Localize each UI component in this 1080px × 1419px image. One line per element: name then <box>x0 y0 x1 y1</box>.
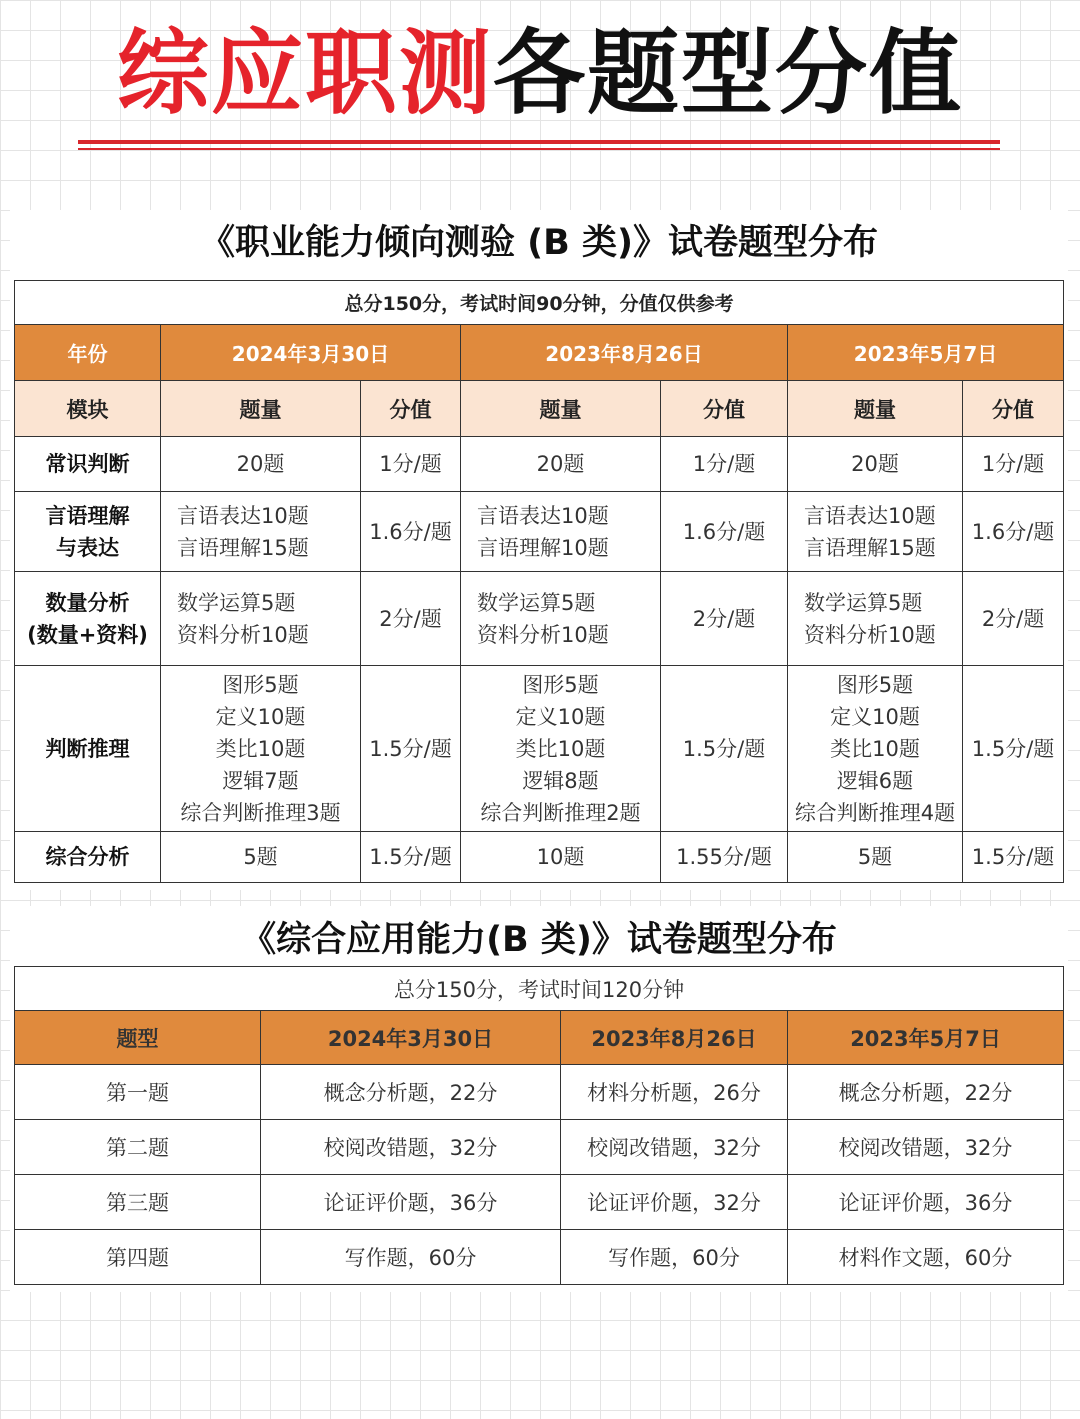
module-label: 综合分析 <box>45 845 130 869</box>
question-value: 论证评价题，36分 <box>261 1175 561 1230</box>
module-label: 常识判断 <box>45 452 130 476</box>
count-line: 言语表达10题 <box>177 503 309 528</box>
note-cell <box>15 281 1064 325</box>
count-line: 逻辑7题 <box>222 768 299 793</box>
count-cell <box>788 437 963 492</box>
main-title-black: 各题型分值 <box>493 20 964 127</box>
score-cell: 1.5分/题 <box>361 666 461 832</box>
module-cell <box>15 437 161 492</box>
count-cell <box>161 832 361 883</box>
count-cell <box>461 832 661 883</box>
count-cell <box>461 492 661 572</box>
header-date: 2023年5月7日 <box>788 1011 1064 1065</box>
header-date: 2024年3月30日 <box>161 325 461 381</box>
question-label: 第二题 <box>15 1120 261 1175</box>
question-label: 第一题 <box>15 1065 261 1120</box>
header-date: 2023年8月26日 <box>461 325 788 381</box>
question-value: 概念分析题，22分 <box>788 1065 1064 1120</box>
subheader-count: 题量 <box>788 381 963 437</box>
count-line: 图形5题 <box>522 672 599 697</box>
question-value: 论证评价题，36分 <box>788 1175 1064 1230</box>
score-cell: 1.6分/题 <box>661 492 788 572</box>
count-cell <box>161 492 361 572</box>
question-value: 校阅改错题，32分 <box>261 1120 561 1175</box>
count-line: 数学运算5题 <box>477 590 596 615</box>
count-line: 综合判断推理4题 <box>794 800 956 825</box>
question-value: 材料作文题，60分 <box>788 1230 1064 1285</box>
subheader-score: 分值 <box>963 381 1064 437</box>
module-cell <box>15 832 161 883</box>
count-line: 类比10题 <box>215 736 306 761</box>
count-line: 定义10题 <box>830 704 920 729</box>
question-value: 概念分析题，22分 <box>261 1065 561 1120</box>
score-cell: 1.6分/题 <box>361 492 461 572</box>
count-cell <box>788 492 963 572</box>
note-cell <box>15 967 1064 1011</box>
section1-title: 《职业能力倾向测验 (B 类)》试卷题型分布 <box>199 223 879 263</box>
note-row <box>15 281 1064 325</box>
count-line: 综合判断推理2题 <box>480 800 641 825</box>
subheader-score: 分值 <box>661 381 788 437</box>
score-cell: 1.55分/题 <box>661 832 788 883</box>
header-type-label: 题型 <box>15 1011 261 1065</box>
count-line: 10题 <box>536 845 585 869</box>
count-line: 定义10题 <box>515 704 606 729</box>
count-line: 定义10题 <box>215 704 306 729</box>
header-year-label: 年份 <box>15 325 161 381</box>
table-row <box>15 1120 1064 1175</box>
module-label: 言语理解 <box>45 503 130 528</box>
header-date: 2024年3月30日 <box>261 1011 561 1065</box>
count-line: 言语表达10题 <box>477 503 609 528</box>
header-date: 2023年5月7日 <box>788 325 1064 381</box>
count-line: 类比10题 <box>515 736 606 761</box>
question-value: 材料分析题，26分 <box>561 1065 788 1120</box>
count-line: 言语理解15题 <box>804 535 936 560</box>
count-line: 类比10题 <box>830 736 920 761</box>
score-cell: 1分/题 <box>661 437 788 492</box>
count-line: 数学运算5题 <box>804 590 923 615</box>
count-cell <box>461 666 661 832</box>
question-value: 写作题，60分 <box>561 1230 788 1285</box>
title-underline-thin <box>78 148 1000 150</box>
table-row <box>15 832 1064 883</box>
count-line: 20题 <box>536 452 585 476</box>
main-title-red: 综应职测 <box>116 20 493 127</box>
question-value: 校阅改错题，32分 <box>788 1120 1064 1175</box>
module-cell <box>15 572 161 666</box>
table-row <box>15 1065 1064 1120</box>
count-line: 图形5题 <box>222 672 299 697</box>
module-label: 数量分析 <box>45 590 130 615</box>
title-underline <box>78 140 1000 144</box>
score-cell: 1.5分/题 <box>661 666 788 832</box>
header-date: 2023年8月26日 <box>561 1011 788 1065</box>
table-row <box>15 492 1064 572</box>
score-cell: 1.5分/题 <box>963 832 1064 883</box>
score-cell: 1分/题 <box>361 437 461 492</box>
count-line: 综合判断推理3题 <box>180 800 341 825</box>
exam2-table <box>14 966 1064 1285</box>
count-line: 逻辑8题 <box>522 768 599 793</box>
question-label: 第四题 <box>15 1230 261 1285</box>
score-cell: 1.5分/题 <box>361 832 461 883</box>
count-line: 逻辑6题 <box>836 768 914 793</box>
module-cell <box>15 492 161 572</box>
header-row <box>15 1011 1064 1065</box>
table-row <box>15 1175 1064 1230</box>
subheader-score: 分值 <box>361 381 461 437</box>
count-cell <box>161 666 361 832</box>
module-label: 与表达 <box>56 535 119 560</box>
count-cell <box>161 437 361 492</box>
score-cell: 2分/题 <box>661 572 788 666</box>
main-title <box>0 18 1080 130</box>
count-line: 资料分析10题 <box>477 622 609 647</box>
exam-note: 总分150分，考试时间120分钟 <box>393 977 685 1002</box>
question-value: 写作题，60分 <box>261 1230 561 1285</box>
count-line: 言语理解10题 <box>477 535 609 560</box>
count-line: 言语理解15题 <box>177 535 309 560</box>
subheader-row <box>15 381 1064 437</box>
count-line: 言语表达10题 <box>804 503 936 528</box>
count-line: 资料分析10题 <box>177 622 309 647</box>
module-cell <box>15 666 161 832</box>
count-line: 数学运算5题 <box>177 590 296 615</box>
question-label: 第三题 <box>15 1175 261 1230</box>
module-label: 判断推理 <box>45 736 130 761</box>
count-cell <box>461 437 661 492</box>
score-cell: 2分/题 <box>963 572 1064 666</box>
table-row <box>15 572 1064 666</box>
table-row <box>15 437 1064 492</box>
count-cell <box>161 572 361 666</box>
score-cell: 2分/题 <box>361 572 461 666</box>
question-value: 论证评价题，32分 <box>561 1175 788 1230</box>
subheader-count: 题量 <box>161 381 361 437</box>
score-cell: 1.6分/题 <box>963 492 1064 572</box>
exam1-table <box>14 280 1064 883</box>
table-row <box>15 666 1064 832</box>
count-line: 资料分析10题 <box>804 622 936 647</box>
subheader-module: 模块 <box>15 381 161 437</box>
count-cell <box>788 572 963 666</box>
subheader-count: 题量 <box>461 381 661 437</box>
count-line: 20题 <box>236 452 285 476</box>
count-line: 20题 <box>851 452 899 476</box>
table-row <box>15 1230 1064 1285</box>
count-line: 5题 <box>243 845 278 869</box>
module-label: (数量+资料) <box>27 622 148 647</box>
score-cell: 1分/题 <box>963 437 1064 492</box>
count-cell <box>461 572 661 666</box>
exam-note: 总分150分，考试时间90分钟，分值仅供参考 <box>344 293 734 315</box>
score-cell: 1.5分/题 <box>963 666 1064 832</box>
section2-title: 《综合应用能力(B 类)》试卷题型分布 <box>241 920 837 960</box>
count-line: 图形5题 <box>836 672 914 697</box>
count-cell <box>788 832 963 883</box>
note-row <box>15 967 1064 1011</box>
header-row <box>15 325 1064 381</box>
count-cell <box>788 666 963 832</box>
count-line: 5题 <box>857 845 893 869</box>
question-value: 校阅改错题，32分 <box>561 1120 788 1175</box>
